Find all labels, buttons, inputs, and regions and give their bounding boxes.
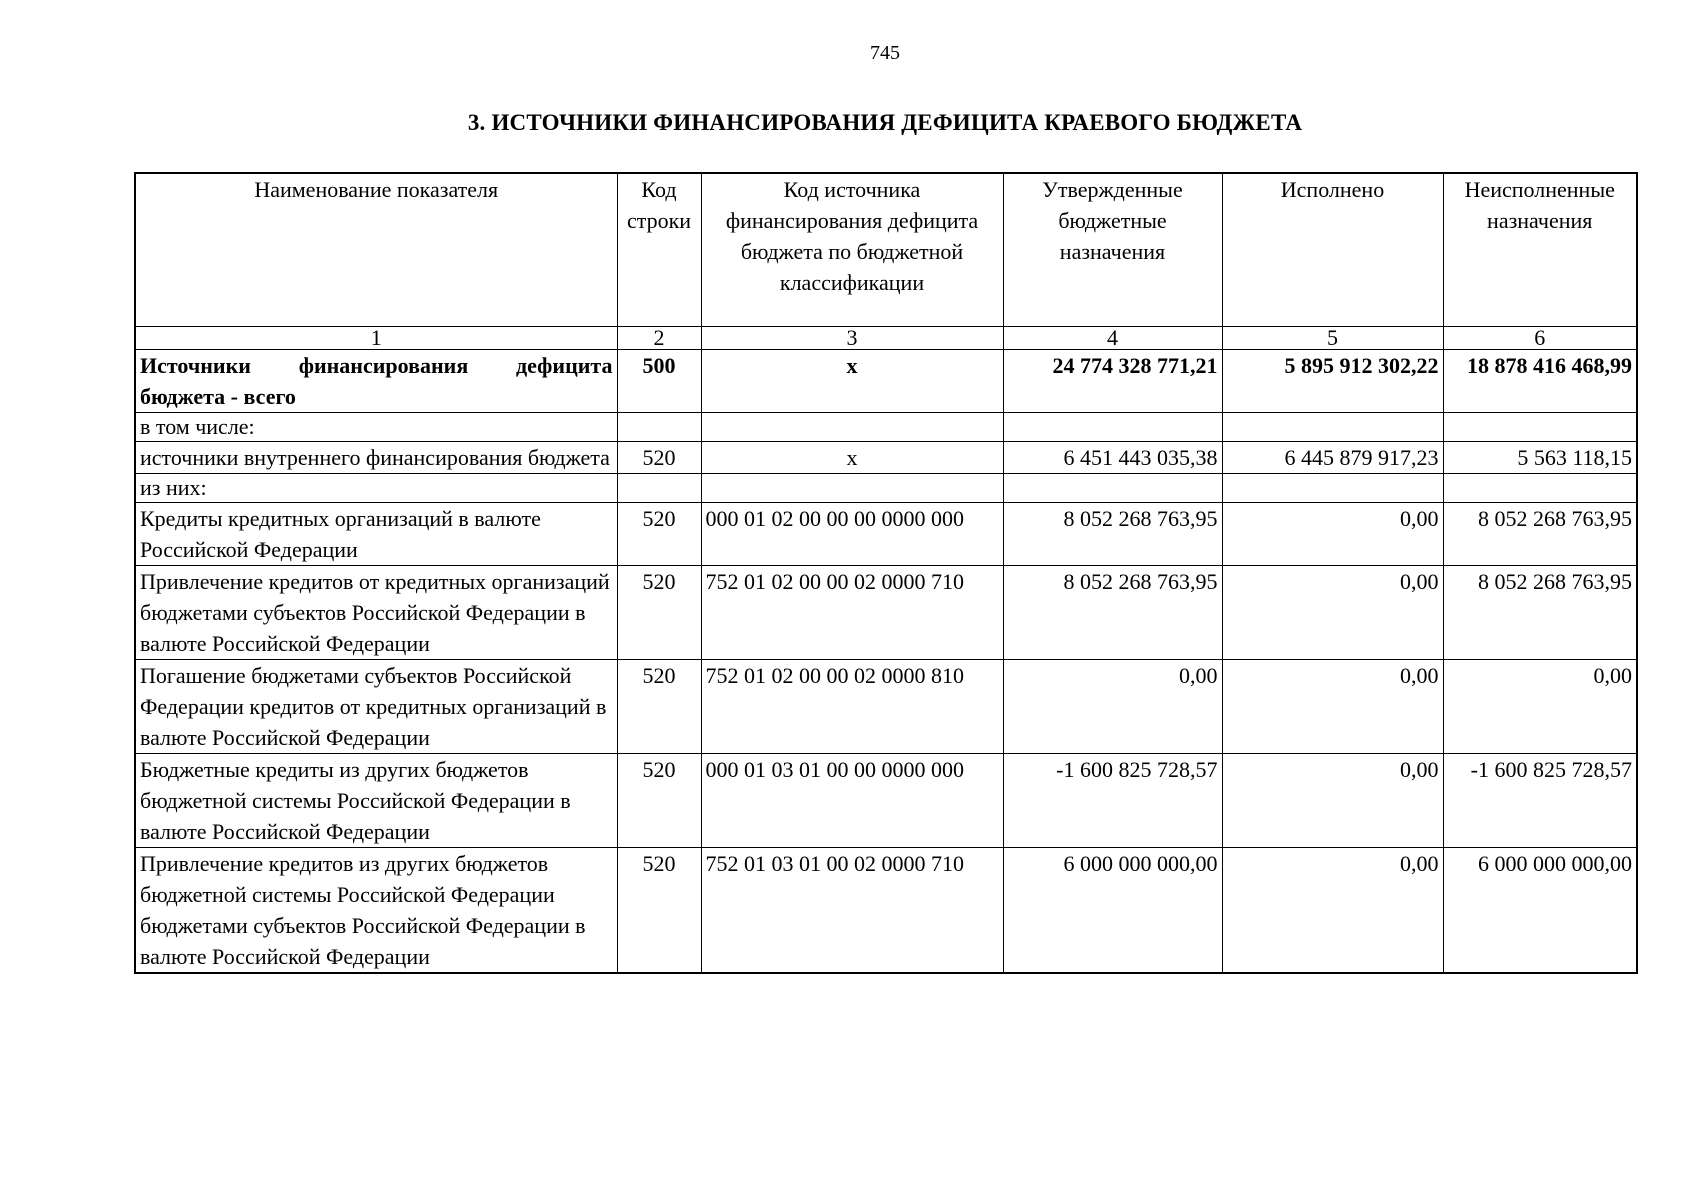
empty-cell	[701, 474, 1003, 503]
row-name: Привлечение кредитов из других бюджетов бюджетной системы Российской Федерации бюджетами субъектов Российской Федерации в валюте Российской Федерации	[135, 848, 617, 974]
row-code: 520	[617, 566, 701, 660]
row-code: 520	[617, 503, 701, 566]
row-name: источники внутреннего финансирования бюджета	[135, 442, 617, 474]
row-code: 520	[617, 442, 701, 474]
row-executed: 0,00	[1222, 660, 1443, 754]
row-code: 520	[617, 754, 701, 848]
row-name-line2: бюджета - всего	[140, 384, 296, 409]
row-source-code: х	[701, 442, 1003, 474]
row-source-code: х	[701, 350, 1003, 413]
empty-cell	[1003, 474, 1222, 503]
table-row-label	[135, 474, 1637, 503]
column-number: 6	[1443, 327, 1637, 350]
empty-cell	[701, 413, 1003, 442]
row-source-code: 752 01 02 00 00 02 0000 710	[701, 566, 1003, 660]
row-executed: 0,00	[1222, 503, 1443, 566]
header-source-code: Код источника финансирования дефицита бюджета по бюджетной классификации	[701, 173, 1003, 327]
row-approved: 0,00	[1003, 660, 1222, 754]
row-executed: 5 895 912 302,22	[1222, 350, 1443, 413]
column-number: 5	[1222, 327, 1443, 350]
row-approved: 8 052 268 763,95	[1003, 566, 1222, 660]
row-source-code: 752 01 02 00 00 02 0000 810	[701, 660, 1003, 754]
row-unexecuted: 0,00	[1443, 660, 1637, 754]
column-number-row	[135, 327, 1637, 350]
empty-cell	[1222, 474, 1443, 503]
page-number: 745	[870, 42, 900, 64]
row-name	[135, 350, 617, 413]
row-approved: 6 451 443 035,38	[1003, 442, 1222, 474]
column-number: 4	[1003, 327, 1222, 350]
row-approved: 24 774 328 771,21	[1003, 350, 1222, 413]
empty-cell	[617, 413, 701, 442]
row-approved: 8 052 268 763,95	[1003, 503, 1222, 566]
table-row	[135, 848, 1637, 974]
row-unexecuted: 5 563 118,15	[1443, 442, 1637, 474]
row-executed: 0,00	[1222, 566, 1443, 660]
page-title: 3. ИСТОЧНИКИ ФИНАНСИРОВАНИЯ ДЕФИЦИТА КРАЕВОГО БЮДЖЕТА	[467, 110, 1303, 135]
column-number: 1	[135, 327, 617, 350]
row-executed: 6 445 879 917,23	[1222, 442, 1443, 474]
header-unexecuted: Неисполненные назначения	[1443, 173, 1637, 327]
empty-cell	[1222, 413, 1443, 442]
table-row	[135, 566, 1637, 660]
row-name: Погашение бюджетами субъектов Российской Федерации кредитов от кредитных организаций в валюте Российской Федерации	[135, 660, 617, 754]
row-label: в том числе:	[135, 413, 617, 442]
row-source-code: 000 01 03 01 00 00 0000 000	[701, 754, 1003, 848]
table-row-total	[135, 350, 1637, 413]
row-label: из них:	[135, 474, 617, 503]
header-approved: Утвержденные бюджетные назначения	[1003, 173, 1222, 327]
row-source-code: 752 01 03 01 00 02 0000 710	[701, 848, 1003, 974]
row-approved: -1 600 825 728,57	[1003, 754, 1222, 848]
table-row	[135, 442, 1637, 474]
table-row	[135, 754, 1637, 848]
row-code: 520	[617, 848, 701, 974]
header-line-code: Код строки	[617, 173, 701, 327]
row-name: Кредиты кредитных организаций в валюте Российской Федерации	[135, 503, 617, 566]
empty-cell	[1003, 413, 1222, 442]
column-number: 2	[617, 327, 701, 350]
row-executed: 0,00	[1222, 848, 1443, 974]
row-approved: 6 000 000 000,00	[1003, 848, 1222, 974]
empty-cell	[1443, 474, 1637, 503]
empty-cell	[1443, 413, 1637, 442]
empty-cell	[617, 474, 701, 503]
header-executed: Исполнено	[1222, 173, 1443, 327]
row-unexecuted: 6 000 000 000,00	[1443, 848, 1637, 974]
row-executed: 0,00	[1222, 754, 1443, 848]
row-name-line1: Источники финансирования дефицита	[140, 353, 613, 378]
row-unexecuted: 8 052 268 763,95	[1443, 566, 1637, 660]
header-indicator-name: Наименование показателя	[135, 173, 617, 327]
row-code: 500	[617, 350, 701, 413]
row-source-code: 000 01 02 00 00 00 0000 000	[701, 503, 1003, 566]
column-number: 3	[701, 327, 1003, 350]
row-code: 520	[617, 660, 701, 754]
header-row	[135, 173, 1637, 327]
table-row	[135, 660, 1637, 754]
financing-sources-table	[134, 172, 1638, 974]
row-unexecuted: 18 878 416 468,99	[1443, 350, 1637, 413]
table-row-label	[135, 413, 1637, 442]
row-unexecuted: -1 600 825 728,57	[1443, 754, 1637, 848]
table-row	[135, 503, 1637, 566]
row-name: Привлечение кредитов от кредитных организаций бюджетами субъектов Российской Федерации в валюте Российской Федерации	[135, 566, 617, 660]
row-unexecuted: 8 052 268 763,95	[1443, 503, 1637, 566]
row-name: Бюджетные кредиты из других бюджетов бюджетной системы Российской Федерации в валюте Российской Федерации	[135, 754, 617, 848]
